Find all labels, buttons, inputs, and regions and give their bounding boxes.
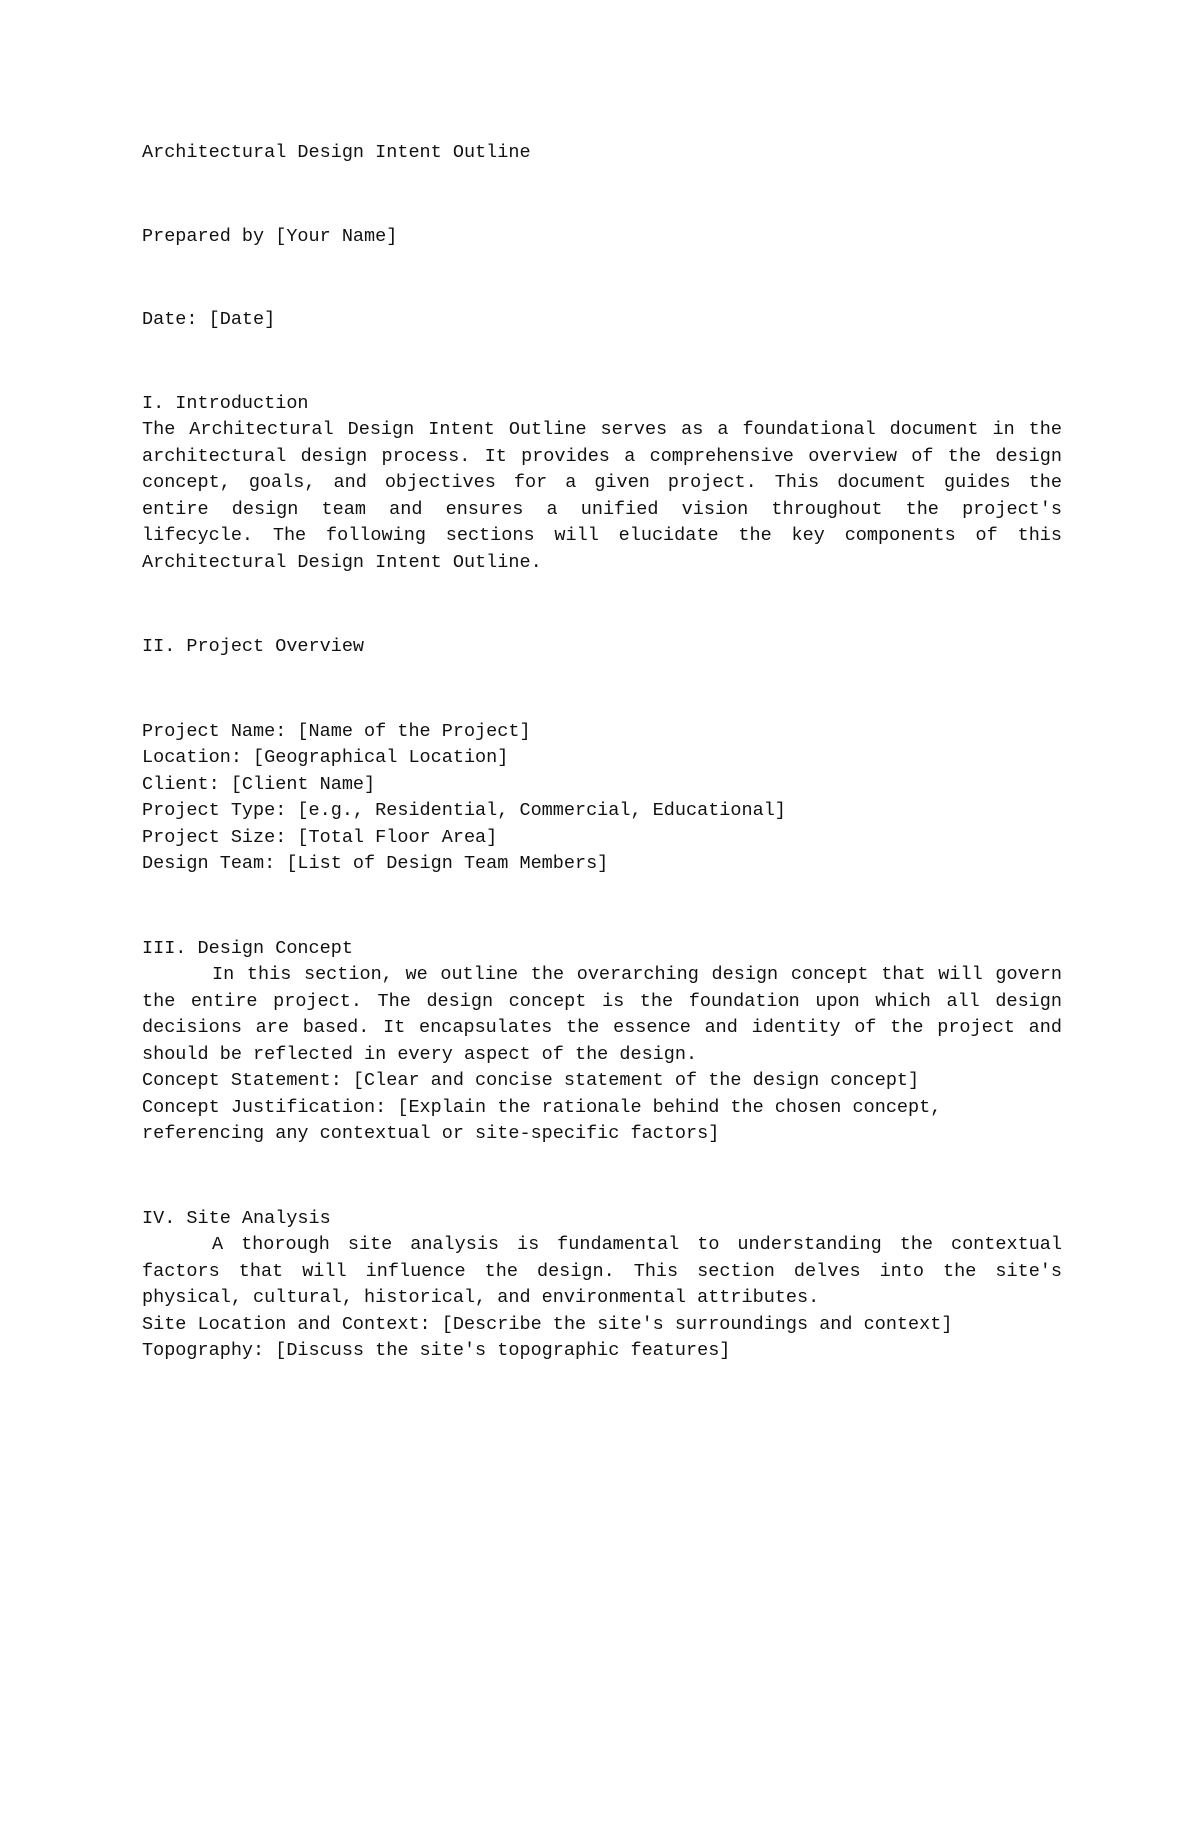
design-concept-heading: III. Design Concept bbox=[142, 937, 353, 959]
topography-field: Topography: [Discuss the site's topographic features] bbox=[142, 1340, 731, 1361]
introduction-heading: I. Introduction bbox=[142, 392, 309, 414]
site-analysis-paragraph: A thorough site analysis is fundamental to understanding the contextual factors that will influence the design. This section delves into the site's physical, cultural, historical, and environmental attributes. bbox=[142, 1234, 1062, 1308]
concept-justification-field: Concept Justification: [Explain the rationale behind the chosen concept, referencing any contextual or site-specific factors] bbox=[142, 1096, 942, 1144]
document-page bbox=[142, 140, 1062, 1365]
concept-statement-field: Concept Statement: [Clear and concise statement of the design concept] bbox=[142, 1070, 920, 1091]
prepared-by: Prepared by [Your Name] bbox=[142, 225, 398, 247]
design-concept-paragraph: In this section, we outline the overarching design concept that will govern the entire project. The design concept is the foundation upon which all design decisions are based. It encapsulates the essence and identity of the project and should be reflected in every aspect of the design. bbox=[142, 964, 1062, 1065]
project-overview-heading: II. Project Overview bbox=[142, 636, 365, 657]
project-overview-fields bbox=[142, 719, 1062, 878]
site-analysis-heading: IV. Site Analysis bbox=[142, 1207, 331, 1229]
document-date: Date: [Date] bbox=[142, 309, 276, 330]
project-name-field: Project Name: [Name of the Project] bbox=[142, 720, 531, 742]
project-size-field: Project Size: [Total Floor Area] bbox=[142, 826, 498, 848]
site-location-field: Site Location and Context: [Describe the site's surroundings and context] bbox=[142, 1313, 953, 1335]
design-team-field: Design Team: [List of Design Team Members] bbox=[142, 853, 609, 874]
location-field: Location: [Geographical Location] bbox=[142, 747, 509, 768]
document-title: Architectural Design Intent Outline bbox=[142, 142, 531, 163]
client-field: Client: [Client Name] bbox=[142, 773, 376, 795]
project-type-field: Project Type: [e.g., Residential, Commercial, Educational] bbox=[142, 800, 786, 821]
introduction-paragraph: The Architectural Design Intent Outline serves as a foundational document in the architectural design process. It provides a comprehensive overview of the design concept, goals, and objectives for a given project. This document guides the entire design team and ensures a unified vision throughout the project's lifecycle. The following sections will elucidate the key components of this Architectural Design Intent Outline. bbox=[142, 419, 1062, 573]
